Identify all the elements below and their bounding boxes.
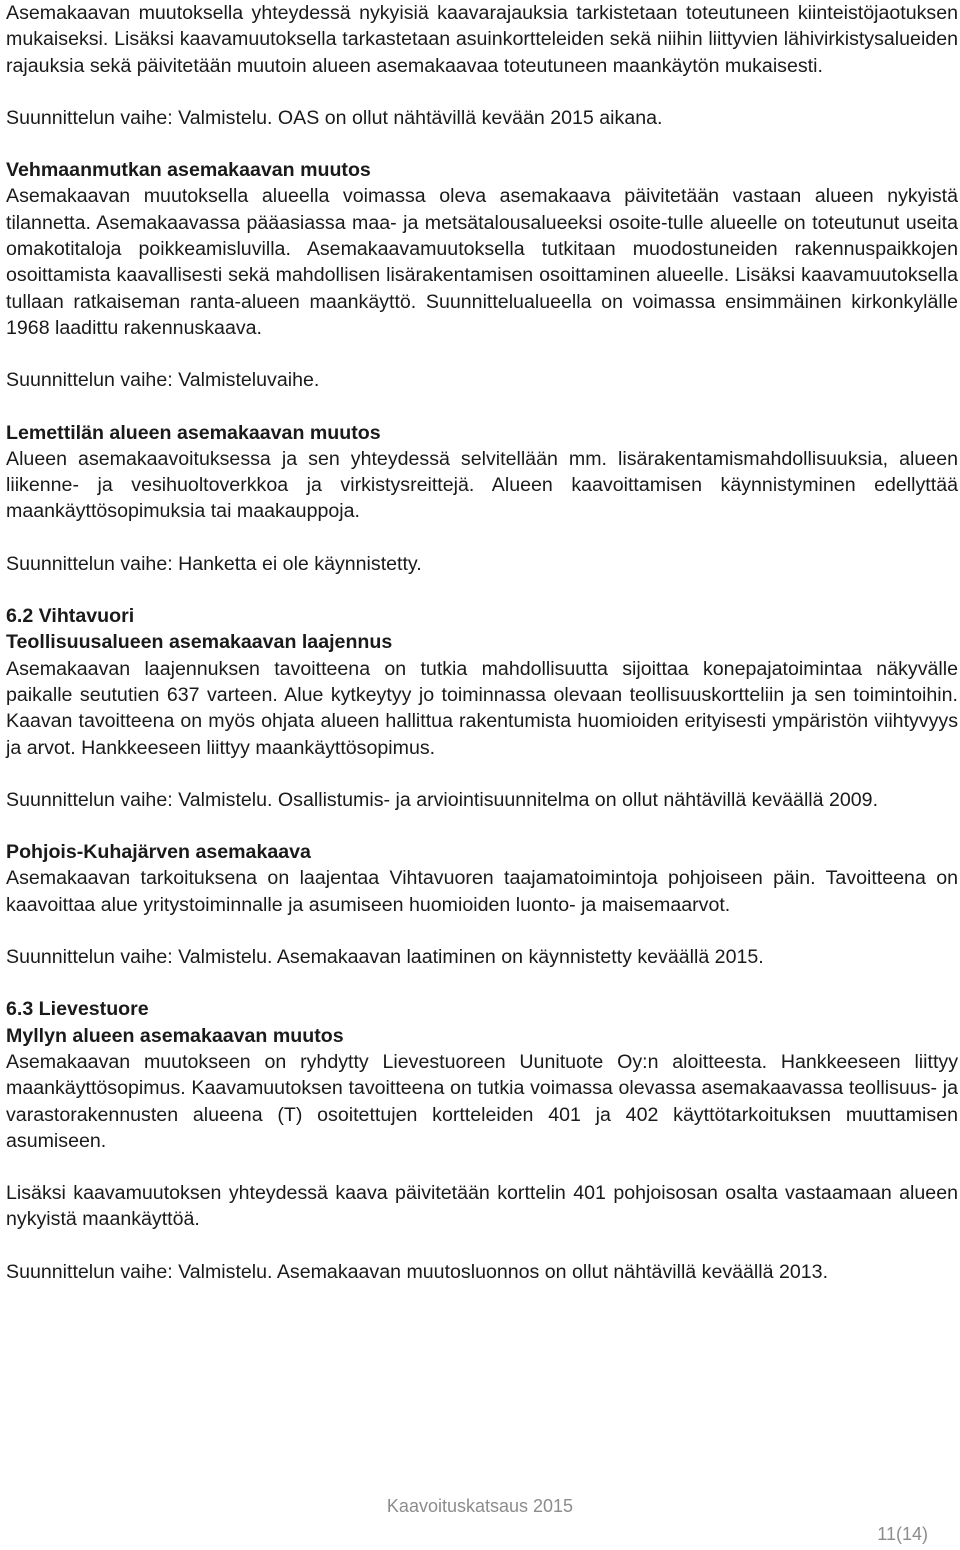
lemettila-phase: Suunnittelun vaihe: Hanketta ei ole käynnistetty.: [6, 552, 422, 575]
kuhajarvi-heading: Pohjois-Kuhajärven asemakaava: [6, 841, 311, 864]
teollisuus-paragraph: Asemakaavan laajennuksen tavoitteena on tutkia mahdollisuutta sijoittaa konepajatoimintaa näkyvälle paikalle seututien 637 varteen. Alue kytkeytyy jo toiminnassa olevaan teollisuuskortteliin ja sen toimintoihin. Kaavan tavoitteena on myös ohjata alueen hallittua rakentumista huomioiden erityisesti ympäristön viihtyvyys ja arvot. Hankkeeseen liittyy maankäyttösopimus.: [6, 657, 958, 759]
document-body: [6, 0, 958, 1285]
section-lievestuore-heading: 6.3 Lievestuore: [6, 998, 149, 1021]
intro-paragraph: Asemakaavan muutoksella yhteydessä nykyisiä kaavarajauksia tarkistetaan toteutuneen kiinteistöjaotuksen mukaiseksi. Lisäksi kaavamuutoksella tarkastetaan asuinkortteleiden sekä niihin liittyvien lähivirkistysalueiden rajauksia sekä päivitetään muutoin alueen asemakaavaa toteutuneen maankäytön mukaisesti.: [6, 2, 958, 77]
kuhajarvi-paragraph: Asemakaavan tarkoituksena on laajentaa Vihtavuoren taajamatoimintoja pohjoiseen päin. Tavoitteena on kaavoittaa alue yritystoiminnalle ja asumiseen huomioiden luonto- ja maisemaarvot.: [6, 867, 958, 916]
mylly-paragraph: Asemakaavan muutokseen on ryhdytty Lievestuoreen Uunituote Oy:n aloitteesta. Hankkeeseen liittyy maankäyttösopimus. Kaavamuutoksen tavoitteena on tutkia voimassa olevassa asemakaavassa teollisuus- ja varastorakennusten alueena (T) osoitettujen kortteleiden 401 ja 402 käyttötarkoituksen muuttamisen asumiseen.: [6, 1050, 958, 1152]
section-vihtavuori-heading: 6.2 Vihtavuori: [6, 605, 135, 628]
intro-phase: Suunnittelun vaihe: Valmistelu. OAS on ollut nähtävillä kevään 2015 aikana.: [6, 106, 663, 129]
mylly-phase: Suunnittelun vaihe: Valmistelu. Asemakaavan muutosluonnos on ollut nähtävillä keväällä 2013.: [6, 1260, 829, 1283]
mylly-heading: Myllyn alueen asemakaavan muutos: [6, 1024, 344, 1047]
mylly-paragraph-2: Lisäksi kaavamuutoksen yhteydessä kaava päivitetään korttelin 401 pohjoisosan osalta vastaamaan alueen nykyistä maankäyttöä.: [6, 1182, 958, 1231]
vehmaanmutka-paragraph: Asemakaavan muutoksella alueella voimassa oleva asemakaava päivitetään vastaan alueen nykyistä tilannetta. Asemakaavassa pääasiassa maa- ja metsätalousalueeksi osoite-tulle alueelle on toteutunut useita omakotitaloja poikkeamisluvilla. Asemakaavamuutoksella tutkitaan muodostuneiden rakennuspaikkojen osoittamista kaavallisesti sekä mahdollisen lisärakentamisen osoittaminen alueelle. Lisäksi kaavamuutoksella tullaan ratkaiseman ranta-alueen maankäyttö. Suunnittelualueella on voimassa ensimmäinen kirkonkylälle 1968 laadittu rakennuskaava.: [6, 185, 958, 339]
kuhajarvi-phase: Suunnittelun vaihe: Valmistelu. Asemakaavan laatiminen on käynnistetty keväällä 2015.: [6, 946, 764, 969]
vehmaanmutka-phase: Suunnittelun vaihe: Valmisteluvaihe.: [6, 369, 320, 392]
lemettila-paragraph: Alueen asemakaavoituksessa ja sen yhteydessä selvitellään mm. lisärakentamismahdollisuuksia, alueen liikenne- ja vesihuoltoverkkoa ja virkistysreittejä. Alueen kaavoittamisen käynnistyminen edellyttää maankäyttösopimuksia tai maakauppoja.: [6, 447, 958, 523]
lemettila-heading: Lemettilän alueen asemakaavan muutos: [6, 421, 381, 444]
footer-title: Kaavoituskatsaus 2015: [386, 1496, 574, 1516]
teollisuus-phase: Suunnittelun vaihe: Valmistelu. Osallistumis- ja arviointisuunnitelma on ollut nähtävillä keväällä 2009.: [6, 788, 879, 811]
vehmaanmutka-heading: Vehmaanmutkan asemakaavan muutos: [6, 159, 371, 182]
teollisuus-heading: Teollisuusalueen asemakaavan laajennus: [6, 631, 393, 654]
page-number: 11(14): [877, 1524, 928, 1544]
